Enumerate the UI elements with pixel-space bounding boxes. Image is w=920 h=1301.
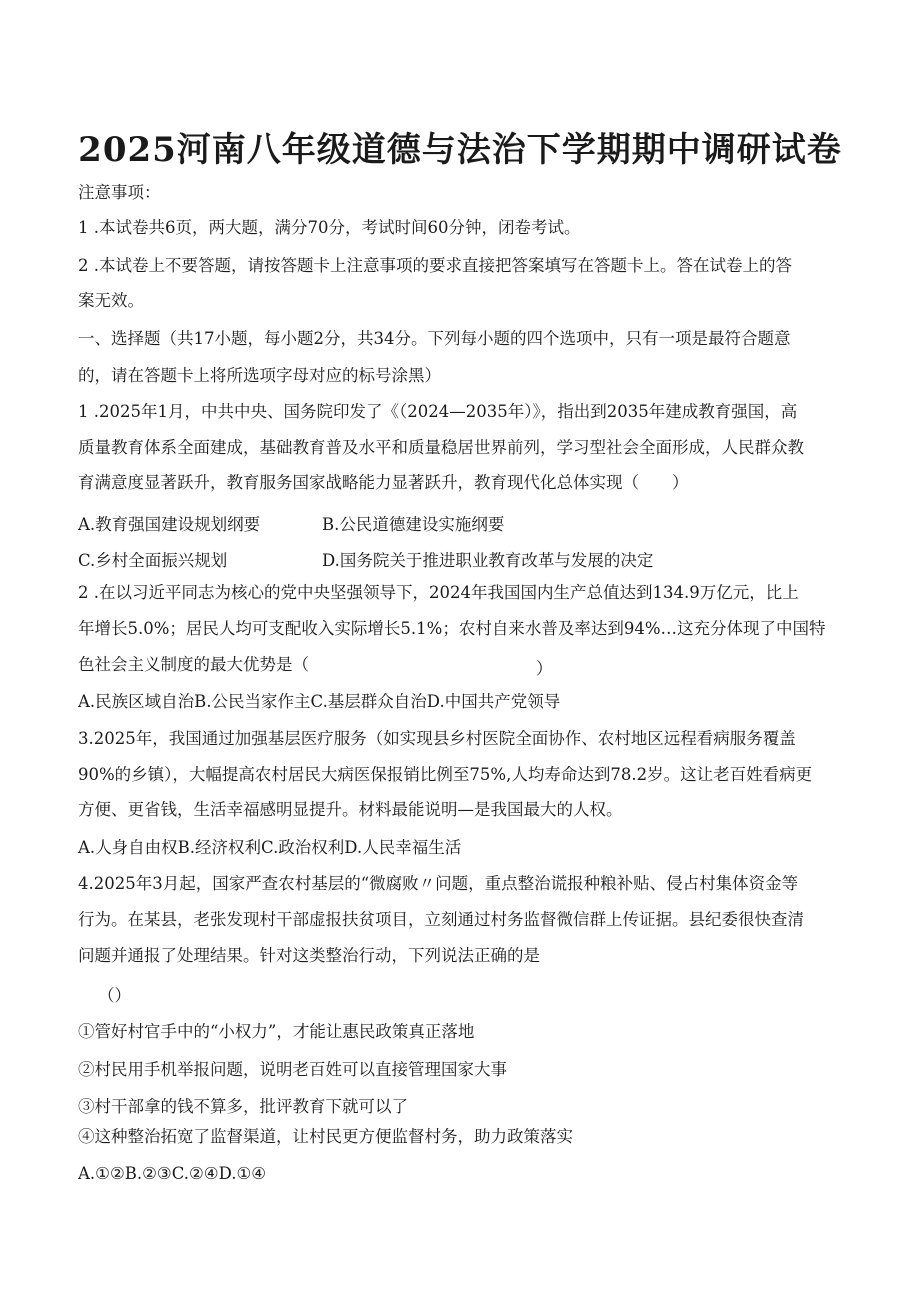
question-2-line-3: 色社会主义制度的最大优势是（ xyxy=(78,655,309,674)
question-4-answer-blank: （） xyxy=(98,986,131,1005)
notice-heading: 注意事项： xyxy=(78,183,161,202)
question-4-statement-3: ③村干部拿的钱不算多，批评教育下就可以了 xyxy=(78,1097,408,1116)
notice-item-2-line-2: 案无效。 xyxy=(78,291,144,310)
question-4-options: A.①②B.②③C.②④D.①④ xyxy=(78,1164,267,1183)
question-1-option-a: A.教育强国建设规划纲要 xyxy=(78,515,261,534)
question-4-statement-4: ④这种整治拓宽了监督渠道，让村民更方便监督村务，助力政策落实 xyxy=(78,1127,573,1146)
question-4-statement-1: ①管好村官手中的“小权力”，才能让惠民政策真正落地 xyxy=(78,1022,475,1041)
question-1-option-c: C.乡村全面振兴规划 xyxy=(78,551,228,570)
section-1-heading-line-2: 的，请在答题卡上将所选项字母对应的标号涂黑） xyxy=(78,366,441,385)
question-2-line-2: 年增长5.0%；居民人均可支配收入实际增长5.1%；农村自来水普及率达到94%…这充分体现了中国特 xyxy=(78,619,826,638)
question-4-line-3: 问题并通报了处理结果。针对这类整治行动，下列说法正确的是 xyxy=(78,946,540,965)
question-4-line-1: 4.2025年3月起，国家严查农村基层的“微腐败〃问题，重点整治谎报种粮补贴、侵占村集体资金等 xyxy=(78,874,799,893)
question-1-line-1: 1 .2025年1月，中共中央、国务院印发了《（2024—2035年）》，指出到2035年建成教育强国，高 xyxy=(78,402,798,421)
question-1-option-b: B.公民道德建设实施纲要 xyxy=(322,515,505,534)
question-3-options: A.人身自由权B.经济权利C.政治权利D.人民幸福生活 xyxy=(78,838,462,857)
question-2-blank-close: ） xyxy=(536,659,553,678)
question-3-line-1: 3.2025年，我国通过加强基层医疗服务（如实现县乡村医院全面协作、农村地区远程看病服务覆盖 xyxy=(78,729,796,748)
question-1-line-2: 质量教育体系全面建成，基础教育普及水平和质量稳居世界前列，学习型社会全面形成，人民群众教 xyxy=(78,438,804,457)
question-1-option-d: D.国务院关于推进职业教育改革与发展的决定 xyxy=(322,551,654,570)
question-3-line-3: 方便、更省钱，生活幸福感明显提升。材料最能说明—是我国最大的人权。 xyxy=(78,800,623,819)
question-4-statement-2: ②村民用手机举报问题，说明老百姓可以直接管理国家大事 xyxy=(78,1060,507,1079)
question-1-line-3: 育满意度显著跃升，教育服务国家战略能力显著跃升，教育现代化总体实现（ ） xyxy=(78,473,689,492)
question-4-line-2: 行为。在某县，老张发现村干部虚报扶贫项目，立刻通过村务监督微信群上传证据。县纪委很快查清 xyxy=(78,910,804,929)
page-title: 2025河南八年级道德与法治下学期期中调研试卷 xyxy=(78,130,842,170)
question-2-options: A.民族区域自治B.公民当家作主C.基层群众自治D.中国共产党领导 xyxy=(78,692,561,711)
question-2-line-1: 2 .在以习近平同志为核心的党中央坚强领导下，2024年我国国内生产总值达到134.9万亿元，比上 xyxy=(78,583,799,602)
question-3-line-2: 90%的乡镇），大幅提高农村居民大病医保报销比例至75%,人均寿命达到78.2岁。这让老百姓看病更 xyxy=(78,765,813,784)
section-1-heading-line-1: 一、选择题（共17小题，每小题2分，共34分。下列每小题的四个选项中，只有一项是最符合题意 xyxy=(78,329,791,348)
notice-item-1: 1 .本试卷共6页，两大题，满分70分，考试时间60分钟，闭卷考试。 xyxy=(78,218,581,237)
notice-item-2-line-1: 2 .本试卷上不要答题，请按答题卡上注意事项的要求直接把答案填写在答题卡上。答在试卷上的答 xyxy=(78,256,792,275)
